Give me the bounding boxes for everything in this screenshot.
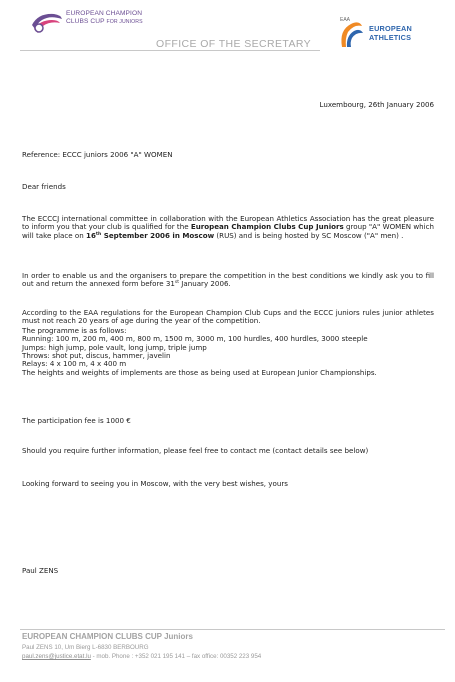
footer-divider xyxy=(20,629,445,630)
closing-line: Looking forward to seeing you in Moscow, with the very best wishes, yours xyxy=(22,479,288,488)
eaa-line-1: EUROPEAN xyxy=(369,24,412,33)
letter-date: Luxembourg, 26th January 2006 xyxy=(319,100,434,109)
programme-running: Running: 100 m, 200 m, 400 m, 800 m, 1500 m, 3000 m, 100 hurdles, 400 hurdles, 3000 steeple xyxy=(22,334,368,344)
programme-relays: Relays: 4 x 100 m, 4 x 400 m xyxy=(22,359,127,369)
paragraph-form-request: In order to enable us and the organisers to prepare the competition in the best conditions we kindly ask you to fill out and return the annexed form before 31st January 2006. xyxy=(22,271,434,289)
footer-title: EUROPEAN CHAMPION CLUBS CUP Juniors xyxy=(22,632,193,641)
programme-throws: Throws: shot put, discus, hammer, javelin xyxy=(22,351,171,361)
salutation: Dear friends xyxy=(22,182,66,191)
programme-list xyxy=(22,327,434,369)
header-divider xyxy=(20,50,320,51)
footer-contact: paul.zens@justice.etat.lu - mob. Phone : +352 021 195 141 – fax office: 00352 223 954 xyxy=(22,653,262,660)
paragraph-regulations: According to the EAA regulations for the European Champion Club Cups and the ECCC juniors rules junior athletes must not reach 20 years of age during the year of the competition. xyxy=(22,308,434,326)
signature-name: Paul ZENS xyxy=(22,566,59,575)
eaa-abbrev: EAA xyxy=(340,17,351,23)
european-athletics-name xyxy=(369,25,412,42)
paragraph-intro: The ECCCJ international committee in collaboration with the European Athletics Association has the great pleasure to inform you that your club is qualified for the European Champion Clubs Cup Juniors group "A" WOMEN which will take place on 16th September 2006 in Moscow (RUS) and is being hosted by SC Moscow ("A" men) . xyxy=(22,214,435,240)
office-title: OFFICE OF THE SECRETARY xyxy=(156,38,312,50)
programme-heading: The programme is as follows: xyxy=(22,325,127,335)
ecccj-org-name xyxy=(66,10,143,26)
participation-fee: The participation fee is 1000 € xyxy=(22,416,131,425)
ecccj-logo-icon xyxy=(28,9,64,37)
reference-line: Reference: ECCC juniors 2006 "A" WOMEN xyxy=(22,150,173,159)
footer-address: Paul ZENS 10, Um Bierg L-6830 BERBOURG xyxy=(22,644,149,651)
footer-email-link[interactable]: paul.zens@justice.etat.lu xyxy=(22,653,91,660)
paragraph-implements: The heights and weights of implements are those as being used at European Junior Championships. xyxy=(22,368,377,377)
eaa-line-2: ATHLETICS xyxy=(369,32,412,42)
org-line-2: CLUBS CUP FOR JUNIORS xyxy=(66,18,143,25)
programme-jumps: Jumps: high jump, pole vault, long jump, triple jump xyxy=(22,342,207,352)
paragraph-contact: Should you require further information, please feel free to contact me (contact details see below) xyxy=(22,446,369,455)
org-line-1: EUROPEAN CHAMPION xyxy=(66,10,143,17)
